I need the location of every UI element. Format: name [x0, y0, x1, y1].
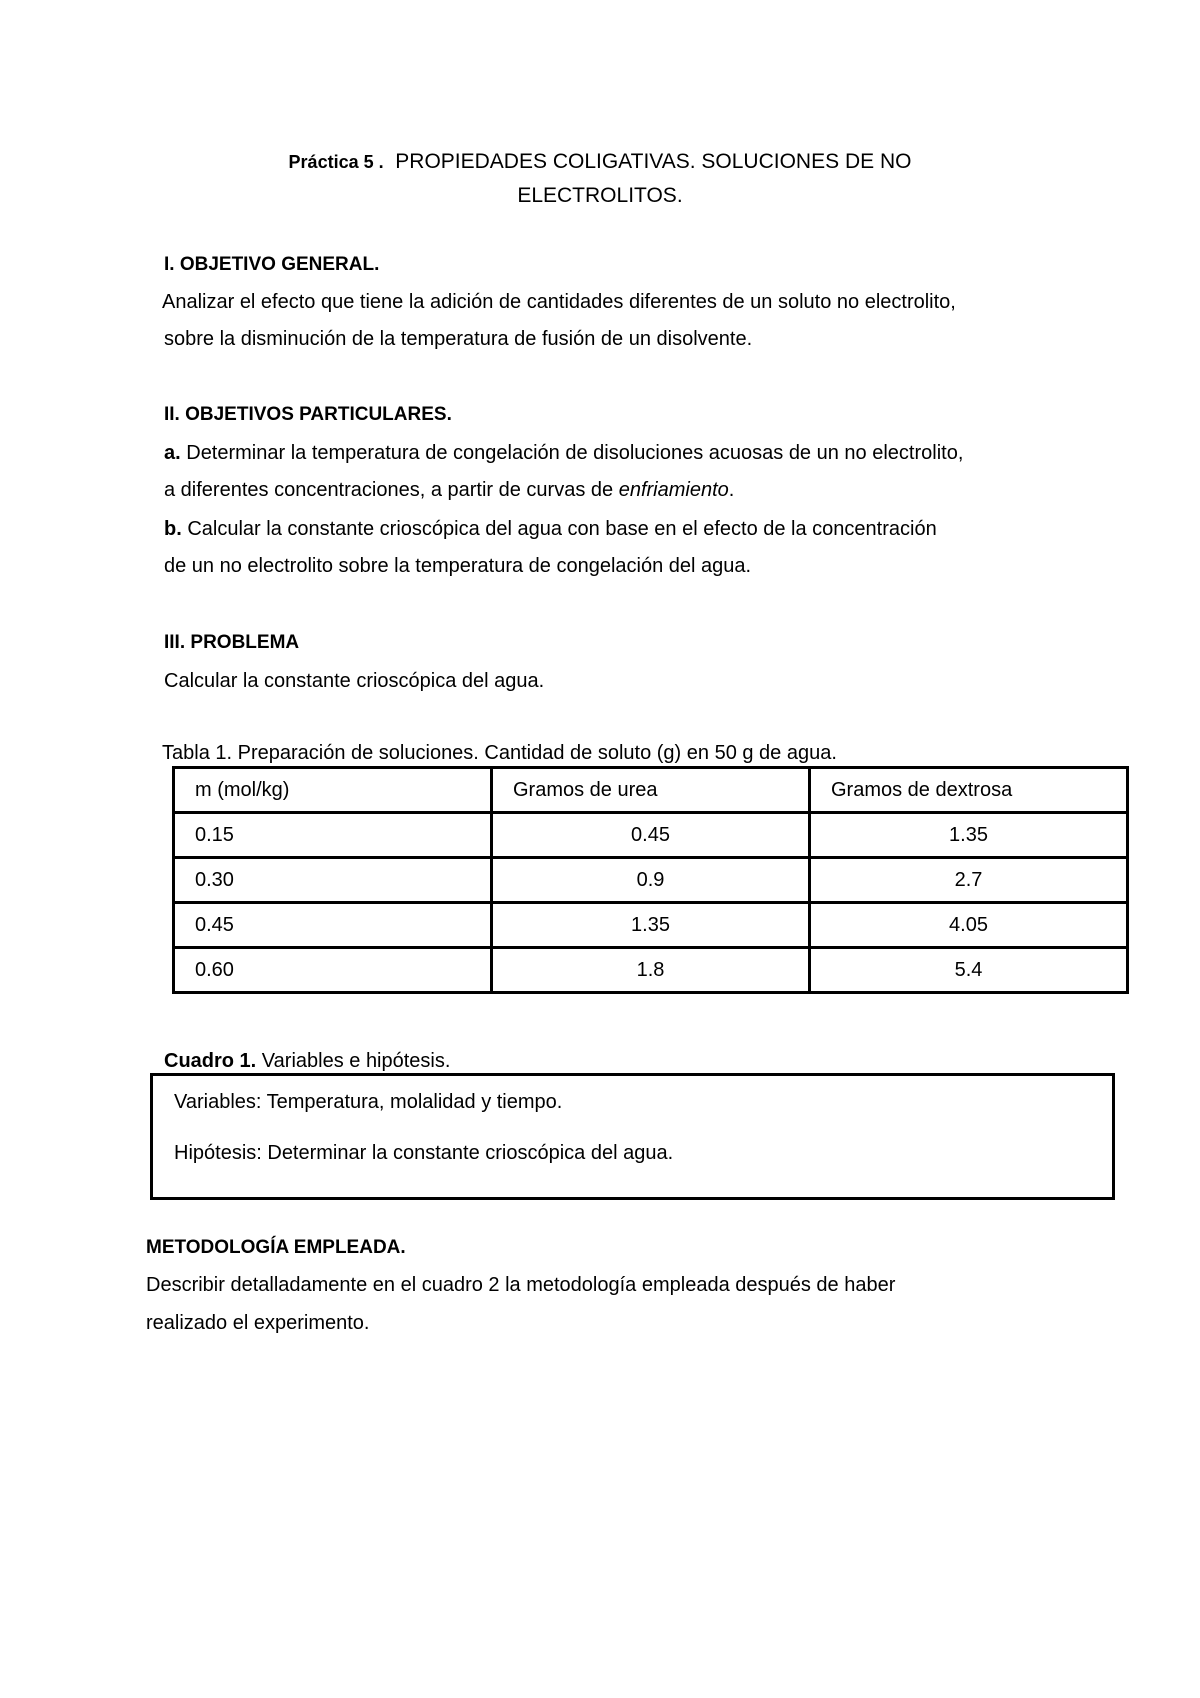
- table-1-caption: Tabla 1. Preparación de soluciones. Cantidad de soluto (g) en 50 g de agua.: [162, 742, 837, 764]
- table-cell: 1.8: [492, 948, 810, 993]
- objective-a-end: .: [728, 479, 735, 501]
- table-row: [174, 948, 1128, 993]
- table-cell: 0.45: [492, 813, 810, 858]
- table-cell: 0.15: [174, 813, 492, 858]
- methodology-heading: METODOLOGÍA EMPLEADA.: [146, 1237, 406, 1258]
- box-1-caption: [164, 1050, 450, 1073]
- problem-heading: III. PROBLEMA: [164, 632, 300, 653]
- objective-a-line-2: [164, 479, 734, 502]
- table-row: [174, 858, 1128, 903]
- box-1-caption-label: Cuadro 1.: [164, 1050, 257, 1072]
- table-cell: 0.60: [174, 948, 492, 993]
- title-line-1: [160, 145, 1040, 179]
- objective-a-text: Determinar la temperatura de congelación de disoluciones acuosas de un no electrolito,: [180, 442, 964, 464]
- document-title: [160, 145, 1040, 212]
- problem-text: Calcular la constante crioscópica del agua.: [164, 670, 545, 692]
- objective-a-text-2: a diferentes concentraciones, a partir de curvas de: [164, 479, 619, 501]
- table-row: [174, 903, 1128, 948]
- header-cell-dextrose: Gramos de dextrosa: [810, 768, 1128, 813]
- methodology-line-1: Describir detalladamente en el cuadro 2 la metodología empleada después de haber: [146, 1274, 896, 1296]
- general-objective-heading: I. OBJETIVO GENERAL.: [164, 254, 380, 275]
- objective-a-prefix: a.: [164, 442, 181, 464]
- header-cell-molality: m (mol/kg): [174, 768, 492, 813]
- hypothesis-text: Hipótesis: Determinar la constante crioscópica del agua.: [174, 1142, 674, 1164]
- table-cell: 2.7: [810, 858, 1128, 903]
- table-header-row: [174, 768, 1128, 813]
- table-cell: 0.9: [492, 858, 810, 903]
- objective-b-prefix: b.: [164, 518, 182, 540]
- practice-label: Práctica 5 .: [288, 152, 384, 172]
- title-line-2: ELECTROLITOS.: [517, 184, 683, 207]
- methodology-line-2: realizado el experimento.: [146, 1312, 370, 1334]
- box-1-caption-text: Variables e hipótesis.: [256, 1050, 451, 1072]
- variables-hypothesis-box: [150, 1073, 1115, 1200]
- objective-b-text: Calcular la constante crioscópica del agua con base en el efecto de la concentración: [181, 518, 937, 540]
- table-cell: 1.35: [810, 813, 1128, 858]
- table-cell: 5.4: [810, 948, 1128, 993]
- solutions-table: [172, 766, 1129, 994]
- general-objective-line-2: sobre la disminución de la temperatura de fusión de un disolvente.: [164, 328, 753, 350]
- table-cell: 0.30: [174, 858, 492, 903]
- general-objective-line-1: Analizar el efecto que tiene la adición de cantidades diferentes de un soluto no electrolito,: [162, 291, 956, 313]
- header-cell-urea: Gramos de urea: [492, 768, 810, 813]
- objective-a-line-1: [164, 442, 963, 465]
- table-cell: 0.45: [174, 903, 492, 948]
- objective-b-line-1: [164, 518, 937, 541]
- objective-a-italic: enfriamiento: [618, 479, 729, 501]
- particular-objectives-heading: II. OBJETIVOS PARTICULARES.: [164, 404, 452, 425]
- title-text-1: PROPIEDADES COLIGATIVAS. SOLUCIONES DE NO: [395, 150, 912, 173]
- table-row: [174, 813, 1128, 858]
- variables-text: Variables: Temperatura, molalidad y tiempo.: [174, 1091, 563, 1113]
- table-cell: 1.35: [492, 903, 810, 948]
- table-cell: 4.05: [810, 903, 1128, 948]
- objective-b-line-2: de un no electrolito sobre la temperatura de congelación del agua.: [164, 555, 752, 577]
